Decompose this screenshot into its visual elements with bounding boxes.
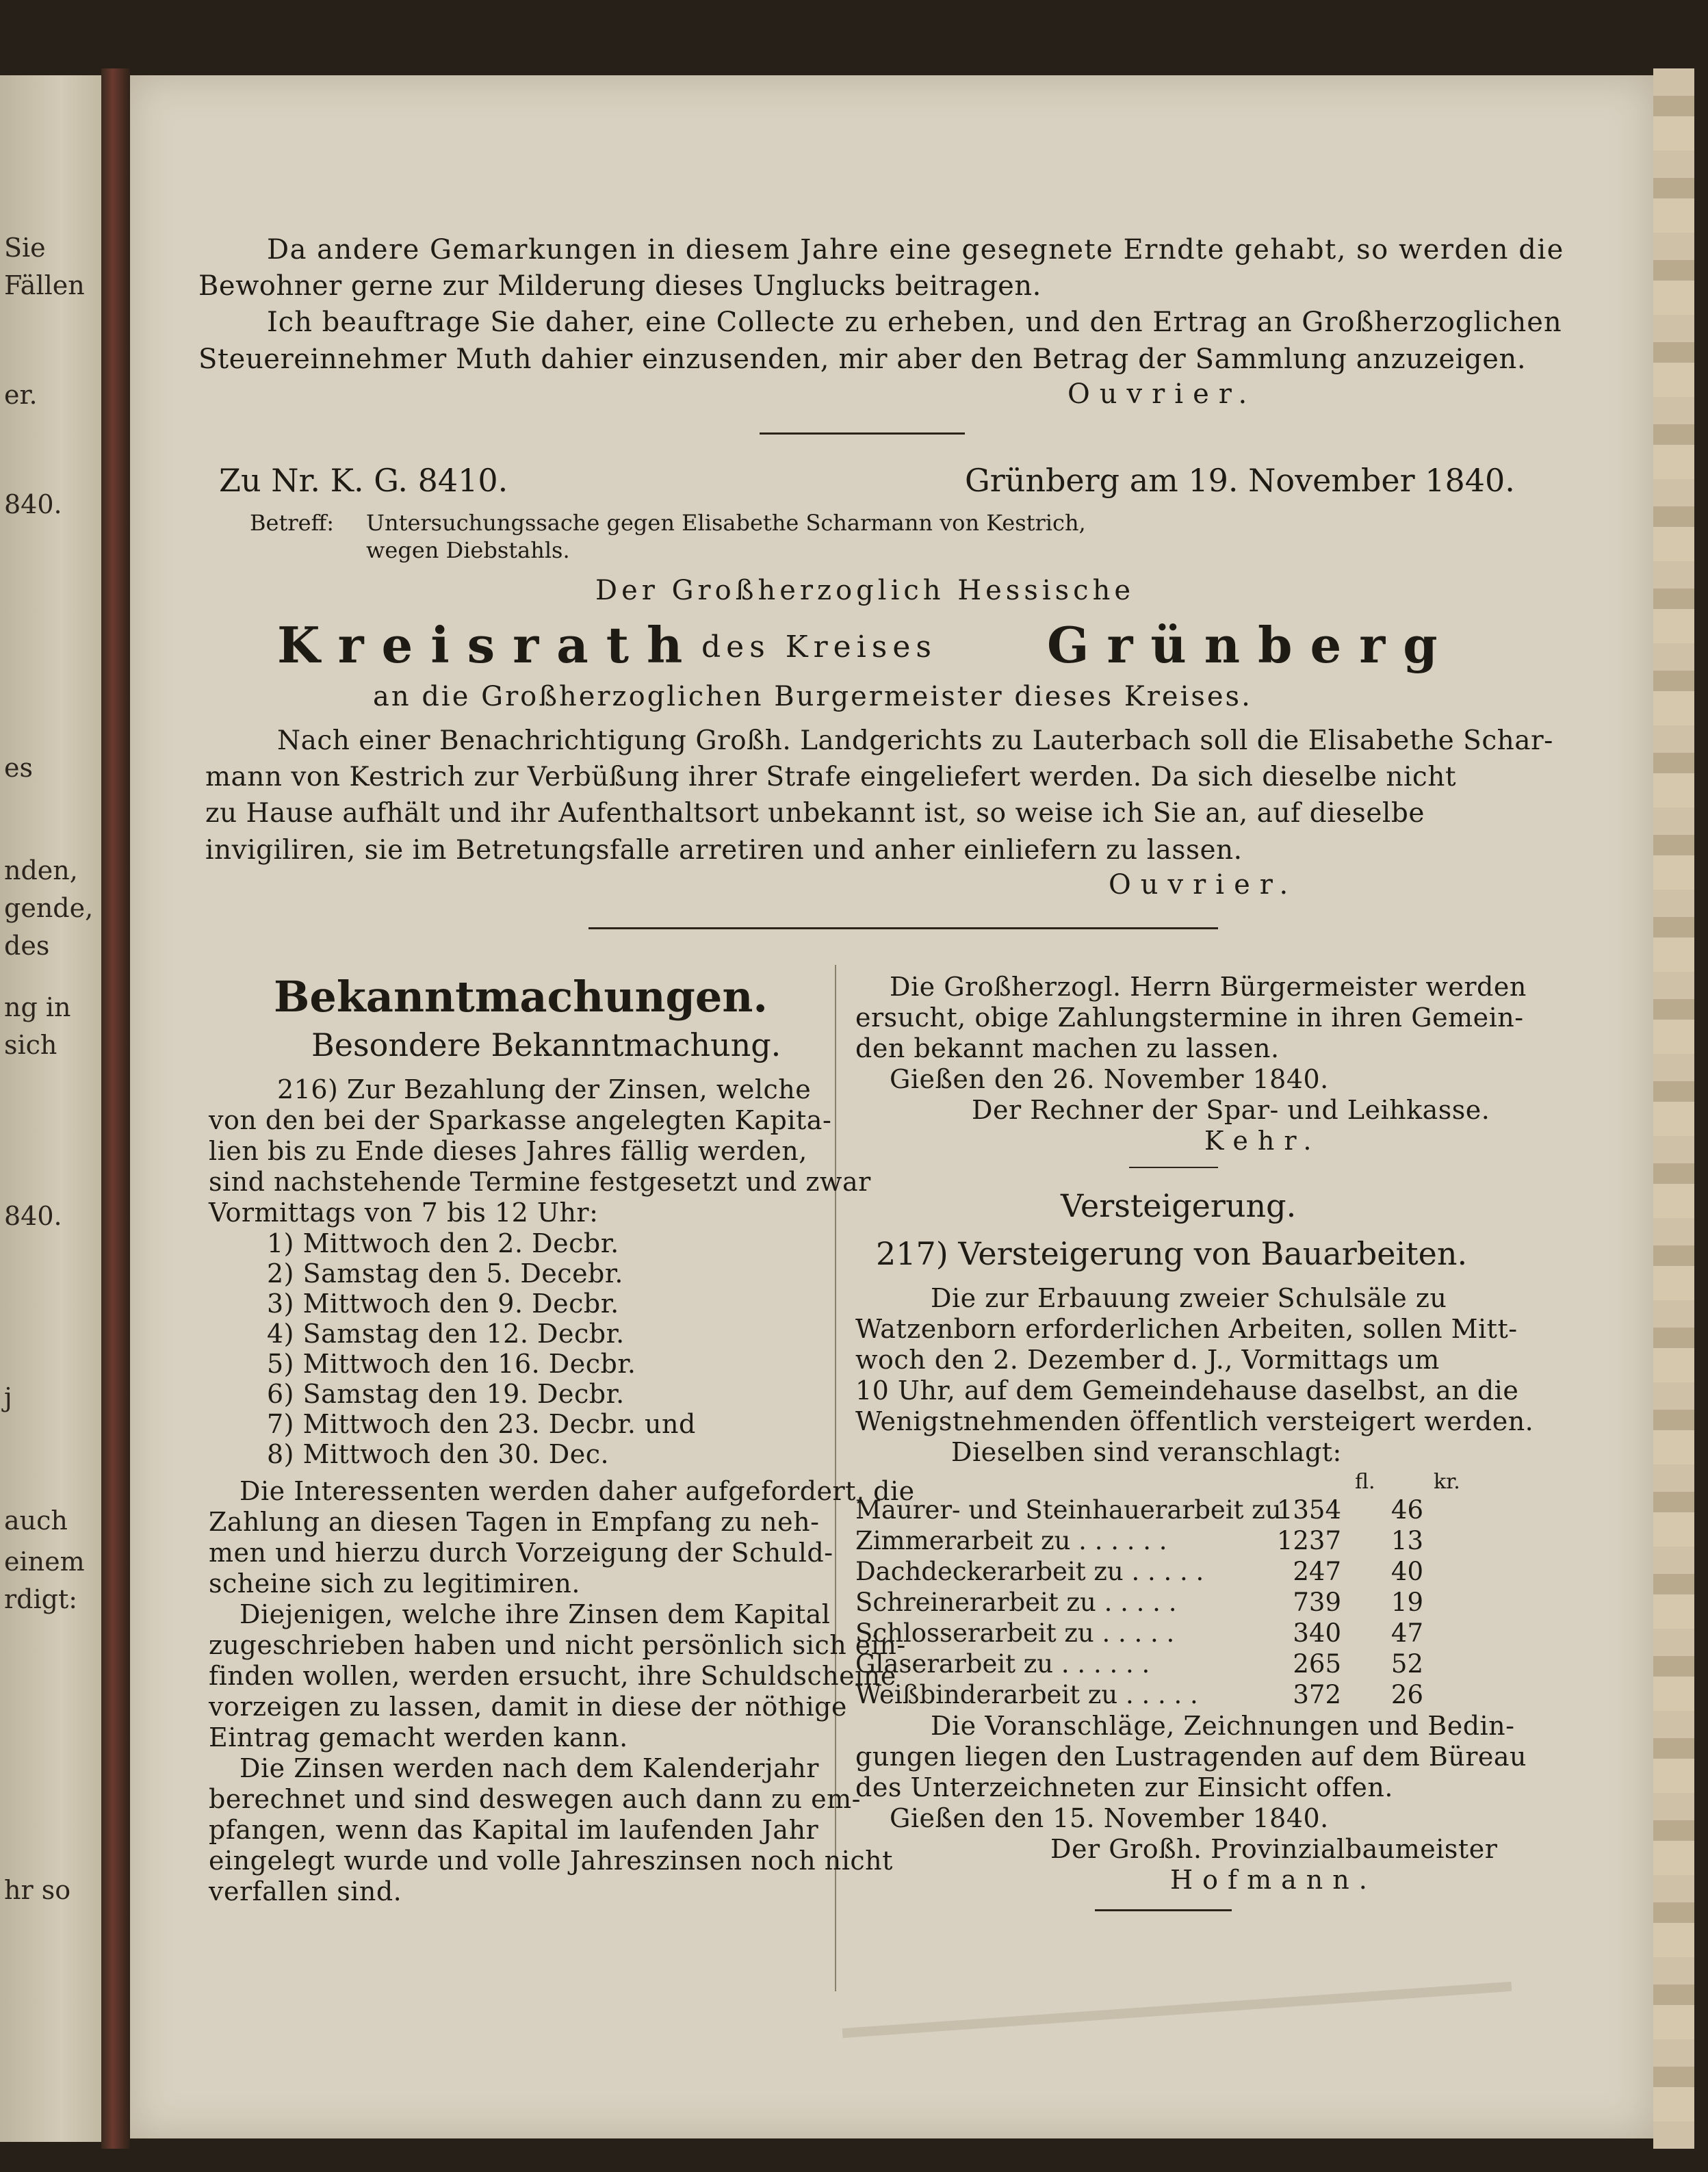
- signature: Kehr.: [1204, 1126, 1321, 1156]
- text-line: den bekannt machen zu lassen.: [855, 1033, 1280, 1063]
- section-title: Bekanntmachungen.: [274, 972, 768, 1022]
- column-header-kr: kr.: [1434, 1470, 1460, 1494]
- text-line: Die zur Erbauung zweier Schulsäle zu: [931, 1283, 1447, 1313]
- left-fragment: j: [4, 1382, 12, 1412]
- heading: des Kreises: [701, 630, 937, 664]
- text-line: Wenigstnehmenden öffentlich versteigert werden.: [855, 1406, 1534, 1436]
- section-title: Versteigerung.: [1061, 1187, 1297, 1224]
- cost-fl: 372: [1293, 1680, 1341, 1709]
- signature: Hofmann.: [1170, 1865, 1377, 1895]
- cost-row: [855, 1588, 1423, 1619]
- list-item: 2) Samstag den 5. Decebr.: [267, 1258, 623, 1289]
- heading: an die Großherzoglichen Burgermeister dieses Kreises.: [373, 681, 1252, 712]
- intro-line: Da andere Gemarkungen in diesem Jahre eine gesegnete Erndte gehabt, so werden die: [267, 234, 1564, 266]
- left-fragment: Fällen: [4, 270, 85, 300]
- reference-number: Zu Nr. K. G. 8410.: [219, 462, 508, 499]
- text-line: ersucht, obige Zahlungstermine in ihren Gemein-: [855, 1003, 1524, 1033]
- divider: [588, 927, 1218, 929]
- text-line: Dieselben sind veranschlagt:: [951, 1437, 1342, 1467]
- cost-fl: 340: [1293, 1618, 1341, 1648]
- document-page: [130, 75, 1653, 2138]
- cost-label: Maurer- und Steinhauerarbeit zu: [855, 1495, 1282, 1525]
- book-cover-edge: [1653, 68, 1694, 2149]
- cost-fl: 1237: [1276, 1526, 1341, 1555]
- left-fragment: Sie: [4, 233, 46, 263]
- betreff-text: Untersuchungssache gegen Elisabethe Scharmann von Kestrich,: [366, 510, 1086, 536]
- divider: [760, 432, 965, 435]
- text-line: pfangen, wenn das Kapital im laufenden Jahr: [209, 1815, 819, 1845]
- left-fragment: gende,: [4, 893, 94, 923]
- column-header-fl: fl.: [1355, 1470, 1375, 1494]
- text-line: berechnet und sind deswegen auch dann zu em-: [209, 1784, 862, 1814]
- text-line: Zahlung an diesen Tagen in Empfang zu neh-: [209, 1507, 820, 1537]
- text-line: woch den 2. Dezember d. J., Vormittags um: [855, 1345, 1440, 1375]
- cost-row: [855, 1526, 1423, 1557]
- list-item: 3) Mittwoch den 9. Decbr.: [267, 1289, 619, 1319]
- text-line: Die Interessenten werden daher aufgefordert, die: [240, 1476, 915, 1506]
- signature: Ouvrier.: [1068, 378, 1257, 410]
- cost-kr: 52: [1390, 1649, 1423, 1679]
- text-line: zugeschrieben haben und nicht persönlich sich ein-: [209, 1630, 906, 1660]
- list-item: 6) Samstag den 19. Decbr.: [267, 1379, 625, 1409]
- left-fragment: er.: [4, 380, 38, 410]
- text-line: Gießen den 15. November 1840.: [890, 1803, 1329, 1833]
- text-line: gungen liegen den Lustragenden auf dem Büreau: [855, 1742, 1527, 1772]
- text-line: eingelegt wurde und volle Jahreszinsen noch nicht: [209, 1846, 893, 1876]
- cost-row: [855, 1618, 1423, 1650]
- text-line: Gießen den 26. November 1840.: [890, 1064, 1329, 1094]
- betreff-text: wegen Diebstahls.: [366, 537, 570, 563]
- cost-fl: 1354: [1276, 1495, 1341, 1525]
- cost-kr: 46: [1390, 1495, 1423, 1525]
- signature: Ouvrier.: [1109, 869, 1298, 901]
- text-line: des Unterzeichneten zur Einsicht offen.: [855, 1772, 1393, 1802]
- left-fragment: nden,: [4, 855, 78, 885]
- betreff-label: Betreff:: [250, 510, 335, 536]
- text-line: vorzeigen zu lassen, damit in diese der nöthige: [209, 1692, 847, 1722]
- text-line: finden wollen, werden ersucht, ihre Schuldscheine: [209, 1661, 896, 1691]
- left-fragment: 840.: [4, 1201, 62, 1231]
- text-line: 10 Uhr, auf dem Gemeindehause daselbst, an die: [855, 1375, 1519, 1406]
- text-line: Die Voranschläge, Zeichnungen und Bedin-: [931, 1711, 1515, 1741]
- paragraph-line: invigiliren, sie im Betretungsfalle arretiren und anher einliefern zu lassen.: [205, 835, 1243, 866]
- text-line: scheine sich zu legitimiren.: [209, 1568, 580, 1599]
- heading: Der Großherzoglich Hessische: [595, 575, 1135, 606]
- heading-large: Grünberg: [1047, 616, 1455, 674]
- intro-line: Bewohner gerne zur Milderung dieses Unglucks beitragen.: [198, 270, 1041, 302]
- cost-label: Schlosserarbeit zu . . . . .: [855, 1618, 1175, 1648]
- text-line: Der Rechner der Spar- und Leihkasse.: [972, 1095, 1490, 1125]
- left-fragment: rdigt:: [4, 1584, 78, 1614]
- intro-line: Steuereinnehmer Muth dahier einzusenden, mir aber den Betrag der Sammlung anzuzeigen.: [198, 344, 1527, 375]
- left-fragment: ng in: [4, 992, 71, 1022]
- text-line: 216) Zur Bezahlung der Zinsen, welche: [277, 1074, 812, 1104]
- text-line: Die Zinsen werden nach dem Kalenderjahr: [240, 1753, 819, 1783]
- cost-kr: 40: [1390, 1557, 1423, 1586]
- cost-label: Dachdeckerarbeit zu . . . . .: [855, 1557, 1204, 1586]
- section-subtitle: Besondere Bekanntmachung.: [311, 1026, 781, 1063]
- place-date: Grünberg am 19. November 1840.: [965, 462, 1515, 499]
- text-line: men und hierzu durch Vorzeigung der Schuld-: [209, 1538, 833, 1568]
- cost-fl: 739: [1293, 1588, 1341, 1617]
- list-item: 1) Mittwoch den 2. Decbr.: [267, 1228, 619, 1258]
- text-line: verfallen sind.: [209, 1876, 402, 1906]
- divider: [1129, 1167, 1218, 1168]
- book-gutter: [101, 68, 130, 2149]
- cost-row: [855, 1649, 1423, 1681]
- text-line: Diejenigen, welche ihre Zinsen dem Kapital: [240, 1599, 831, 1629]
- text-line: Die Großherzogl. Herrn Bürgermeister werden: [890, 972, 1527, 1002]
- left-fragment: hr so: [4, 1875, 71, 1905]
- text-line: von den bei der Sparkasse angelegten Kapita-: [209, 1105, 832, 1135]
- left-page-edge: [0, 75, 101, 2142]
- cost-label: Weißbinderarbeit zu . . . . .: [855, 1680, 1198, 1709]
- cost-kr: 47: [1390, 1618, 1423, 1648]
- heading-large: Kreisrath: [277, 616, 701, 674]
- paragraph-line: mann von Kestrich zur Verbüßung ihrer Strafe eingeliefert werden. Da sich dieselbe nicht: [205, 762, 1457, 792]
- left-fragment: auch: [4, 1505, 68, 1536]
- cost-row: [855, 1680, 1423, 1711]
- text-line: Watzenborn erforderlichen Arbeiten, sollen Mitt-: [855, 1314, 1518, 1344]
- text-line: lien bis zu Ende dieses Jahres fällig werden,: [209, 1136, 807, 1166]
- intro-line: Ich beauftrage Sie daher, eine Collecte zu erheben, und den Ertrag an Großherzoglichen: [267, 307, 1562, 338]
- cost-kr: 19: [1390, 1588, 1423, 1617]
- cost-kr: 26: [1390, 1680, 1423, 1709]
- left-fragment: des: [4, 931, 50, 961]
- list-item: 4) Samstag den 12. Decbr.: [267, 1319, 625, 1349]
- text-line: sind nachstehende Termine festgesetzt und zwar: [209, 1167, 871, 1197]
- cost-label: Zimmerarbeit zu . . . . . .: [855, 1526, 1167, 1555]
- show-through-mark: [842, 1982, 1512, 2038]
- paragraph-line: Nach einer Benachrichtigung Großh. Landgerichts zu Lauterbach soll die Elisabethe Schar-: [277, 725, 1553, 756]
- left-fragment: sich: [4, 1030, 57, 1060]
- cost-label: Schreinerarbeit zu . . . . .: [855, 1588, 1177, 1617]
- cost-row: [855, 1495, 1423, 1527]
- cost-fl: 265: [1293, 1649, 1341, 1679]
- cost-label: Glaserarbeit zu . . . . . .: [855, 1649, 1150, 1679]
- left-fragment: es: [4, 753, 33, 783]
- left-fragment: 840.: [4, 489, 62, 519]
- divider: [1095, 1909, 1232, 1911]
- list-item: 5) Mittwoch den 16. Decbr.: [267, 1349, 636, 1379]
- list-item: 7) Mittwoch den 23. Decbr. und: [267, 1409, 696, 1439]
- left-fragment: einem: [4, 1547, 85, 1577]
- cost-kr: 13: [1390, 1526, 1423, 1555]
- text-line: Eintrag gemacht werden kann.: [209, 1722, 628, 1753]
- cost-row: [855, 1557, 1423, 1588]
- section-subtitle: 217) Versteigerung von Bauarbeiten.: [876, 1235, 1468, 1272]
- paragraph-line: zu Hause aufhält und ihr Aufenthaltsort unbekannt ist, so weise ich Sie an, auf dieselbe: [205, 798, 1425, 829]
- text-line: Der Großh. Provinzialbaumeister: [1050, 1834, 1498, 1864]
- list-item: 8) Mittwoch den 30. Dec.: [267, 1439, 610, 1469]
- cost-fl: 247: [1293, 1557, 1341, 1586]
- text-line: Vormittags von 7 bis 12 Uhr:: [209, 1198, 599, 1228]
